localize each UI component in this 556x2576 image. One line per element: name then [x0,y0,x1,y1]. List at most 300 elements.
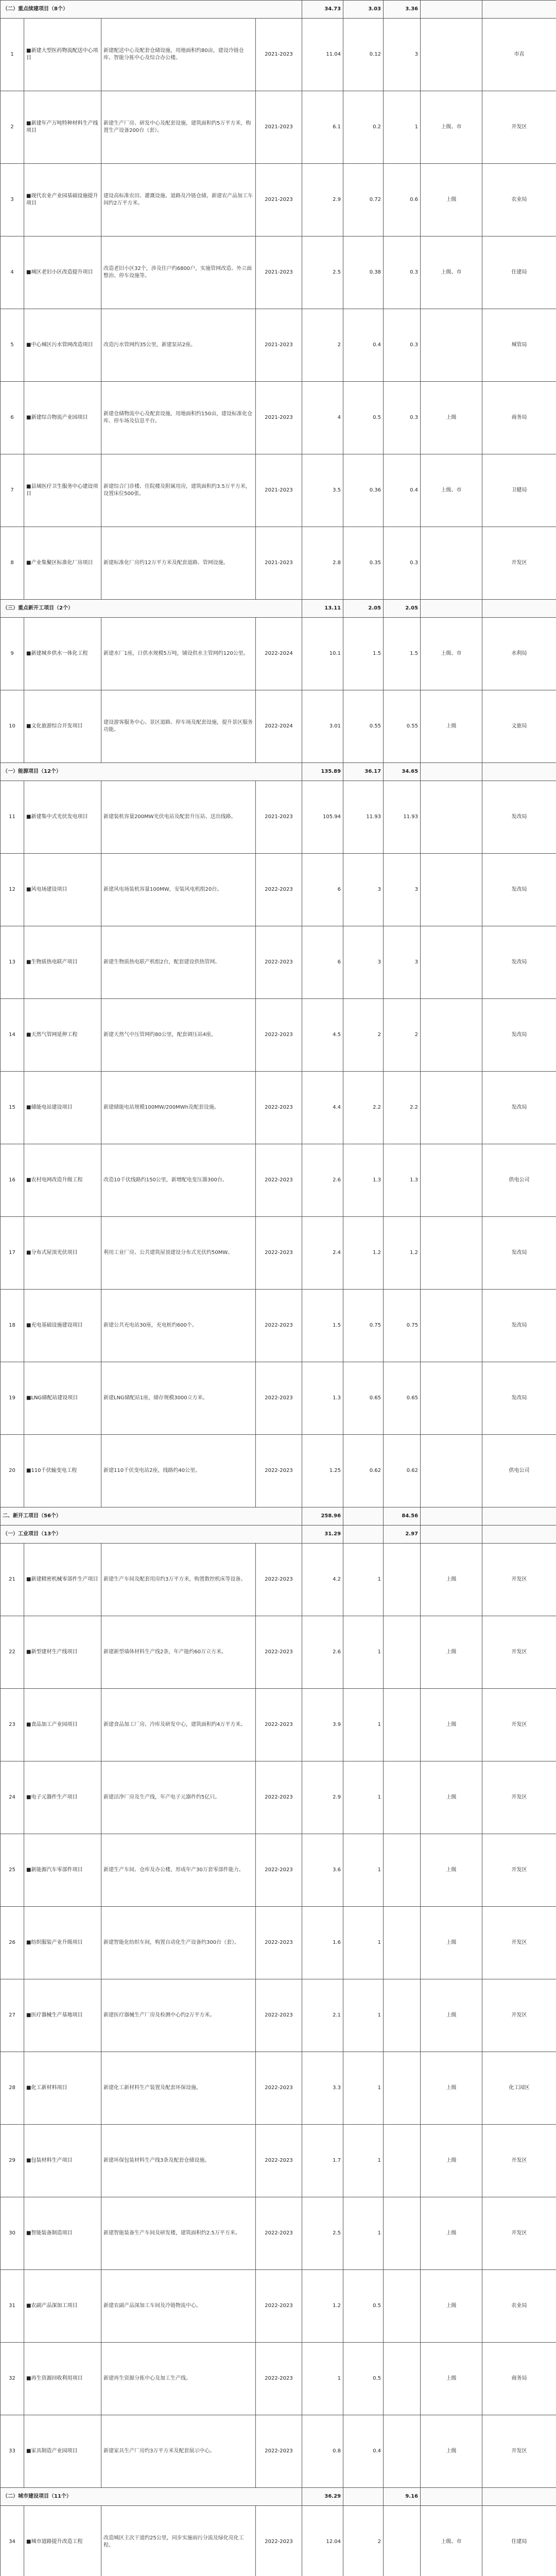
construction-period: 2022-2023 [256,1544,302,1616]
construction-period: 2022-2023 [256,2052,302,2125]
responsible-unit: 化工园区 [482,2052,556,2125]
table-row [1,2415,556,2488]
responsible-unit: 水利局 [482,618,556,690]
table-row [1,164,556,236]
total-investment: 6 [302,926,343,999]
project-content: 利用工业厂房、公共建筑屋顶建设分布式光伏约50MW。 [101,1217,256,1290]
construction-period: 2021-2023 [256,454,302,527]
annual-investment: 1 [343,1544,384,1616]
row-number: 20 [1,1435,24,1507]
funding-source: 上级 [421,2415,482,2488]
empty-cell [421,763,482,781]
total-investment: 1.7 [302,2125,343,2197]
table-row [1,1689,556,1761]
responsible-unit: 开发区 [482,1761,556,1834]
total-investment: 2.1 [302,1979,343,2052]
total-investment: 12.04 [302,2506,343,2576]
funding-source: 上级 [421,1544,482,1616]
construction-period: 2021-2023 [256,382,302,454]
table-row [1,1362,556,1435]
annual-investment: 2.2 [343,1072,384,1144]
funding-source: 上级 [421,1834,482,1907]
project-name: ■生物质热电联产项目 [24,926,101,999]
construction-period: 2022-2023 [256,1761,302,1834]
completed-investment: 3 [384,19,421,91]
total-investment: 2.5 [302,2197,343,2270]
table-body [1,1,556,2576]
total-investment: 1.3 [302,1362,343,1435]
empty-cell [482,763,556,781]
project-name: ■农副产品深加工项目 [24,2270,101,2343]
completed-investment: 0.75 [384,1290,421,1362]
construction-period: 2022-2023 [256,1290,302,1362]
table-row [1,1979,556,2052]
completed-investment [384,2125,421,2197]
completed-investment [384,2270,421,2343]
total-investment: 2.6 [302,1616,343,1689]
annual-investment: 3 [343,854,384,926]
empty-cell [482,1507,556,1526]
section-annual [343,1526,384,1544]
funding-source [421,1290,482,1362]
project-name: ■分布式屋顶光伏项目 [24,1217,101,1290]
row-number: 29 [1,2125,24,2197]
construction-period: 2021-2023 [256,91,302,164]
completed-investment: 0.62 [384,1435,421,1507]
responsible-unit: 开发区 [482,1979,556,2052]
construction-period: 2022-2023 [256,1362,302,1435]
completed-investment: 1 [384,91,421,164]
annual-investment: 1 [343,1979,384,2052]
row-number: 5 [1,309,24,382]
project-content: 新建农副产品深加工车间及冷链物流中心。 [101,2270,256,2343]
funding-source: 上级 [421,1979,482,2052]
responsible-unit: 开发区 [482,91,556,164]
project-content: 新建生产车间及配套用房约3万平方米，购置数控机床等设备。 [101,1544,256,1616]
total-investment: 2.5 [302,236,343,309]
project-content: 新建110千伏变电站2座，线路约40公里。 [101,1435,256,1507]
annual-investment: 0.55 [343,690,384,763]
row-number: 8 [1,527,24,600]
responsible-unit: 农业局 [482,164,556,236]
project-name: ■县域医疗卫生服务中心建设项目 [24,454,101,527]
table-row [1,690,556,763]
completed-investment: 0.3 [384,309,421,382]
project-content: 新建环保包装材料生产线3条及配套仓储设施。 [101,2125,256,2197]
section-title: （一）能源项目（12个） [1,763,302,781]
table-row [1,2052,556,2125]
project-content: 新建智能装备生产车间及研发楼，建筑面积约2.5万平方米。 [101,2197,256,2270]
completed-investment [384,1907,421,1979]
completed-investment [384,1834,421,1907]
responsible-unit: 发改局 [482,1290,556,1362]
project-name: ■纺织服装产业升级项目 [24,1907,101,1979]
project-content: 新建天然气中压管网约80公里，配套调压站4座。 [101,999,256,1072]
row-number: 12 [1,854,24,926]
project-content: 新建家具生产厂房约3万平方米及配套展示中心。 [101,2415,256,2488]
funding-source: 上级 [421,690,482,763]
funding-source [421,854,482,926]
section-title: （三）重点新开工项目（2个） [1,600,302,618]
row-number: 9 [1,618,24,690]
project-content: 新建储能电站规模100MW/200MWh及配套设施。 [101,1072,256,1144]
responsible-unit: 开发区 [482,1907,556,1979]
table-row [1,2197,556,2270]
construction-period: 2022-2023 [256,926,302,999]
annual-investment: 1 [343,2197,384,2270]
completed-investment [384,1979,421,2052]
completed-investment: 3 [384,926,421,999]
project-name: ■智能装备制造项目 [24,2197,101,2270]
annual-investment: 1 [343,2052,384,2125]
total-investment: 4.4 [302,1072,343,1144]
responsible-unit: 市直 [482,19,556,91]
table-row [1,1544,556,1616]
section-extra: 2.05 [384,600,421,618]
construction-period: 2022-2023 [256,1907,302,1979]
table-row [1,2125,556,2197]
project-content: 新建标准化厂房约12万平方米及配套道路、管网设施。 [101,527,256,600]
completed-investment [384,1689,421,1761]
annual-investment: 0.65 [343,1362,384,1435]
total-investment: 4.2 [302,1544,343,1616]
total-investment: 1.2 [302,2270,343,2343]
project-content: 新建风电场装机容量100MW，安装风电机组20台。 [101,854,256,926]
table-row [1,2506,556,2576]
project-name: ■城市道路提升改造工程 [24,2506,101,2576]
responsible-unit: 住建局 [482,236,556,309]
construction-period: 2022-2023 [256,2343,302,2415]
section-extra: 34.65 [384,763,421,781]
completed-investment: 2 [384,999,421,1072]
empty-cell [421,1507,482,1526]
total-investment: 2.9 [302,164,343,236]
row-number: 24 [1,1761,24,1834]
construction-period: 2021-2023 [256,236,302,309]
total-investment: 2.9 [302,1761,343,1834]
total-investment: 3.9 [302,1689,343,1761]
funding-source: 上级 [421,1616,482,1689]
empty-cell [482,600,556,618]
row-number: 10 [1,690,24,763]
empty-cell [421,1,482,19]
annual-investment: 0.5 [343,2270,384,2343]
section-title: （一）工业项目（13个） [1,1526,302,1544]
annual-investment: 0.35 [343,527,384,600]
project-content: 新建生产车间、仓库及办公楼，形成年产30万套零部件能力。 [101,1834,256,1907]
responsible-unit: 发改局 [482,1362,556,1435]
construction-period: 2022-2023 [256,1435,302,1507]
responsible-unit: 供电公司 [482,1435,556,1507]
row-number: 18 [1,1290,24,1362]
completed-investment [384,2506,421,2576]
total-investment: 3.5 [302,454,343,527]
section-header-row [1,1,556,19]
construction-period: 2022-2023 [256,999,302,1072]
project-name: ■风电场建设项目 [24,854,101,926]
project-name: ■新建大型医药物流配送中心项目 [24,19,101,91]
project-name: ■中心城区污水管网改造项目 [24,309,101,382]
annual-investment: 1.2 [343,1217,384,1290]
row-number: 27 [1,1979,24,2052]
funding-source [421,999,482,1072]
annual-investment: 1 [343,1834,384,1907]
section-annual [343,2488,384,2506]
section-title: （二）城市建设项目（11个） [1,2488,302,2506]
row-number: 3 [1,164,24,236]
total-investment: 6 [302,854,343,926]
project-content: 新建仓储物流中心及配套设施，用地面积约150亩，建设标准化仓库、停车场及信息平台。 [101,382,256,454]
table-row [1,19,556,91]
table-row [1,1761,556,1834]
funding-source: 上级 [421,1907,482,1979]
empty-cell [421,1526,482,1544]
responsible-unit: 开发区 [482,1689,556,1761]
construction-period: 2022-2023 [256,1144,302,1217]
project-name: ■医疗器械生产基地项目 [24,1979,101,2052]
funding-source: 上级、市 [421,2506,482,2576]
project-name: ■天然气管网延伸工程 [24,999,101,1072]
row-number: 30 [1,2197,24,2270]
table-row [1,781,556,854]
annual-investment: 1.3 [343,1144,384,1217]
completed-investment: 0.4 [384,454,421,527]
funding-source [421,527,482,600]
project-name: ■新能源汽车零部件项目 [24,1834,101,1907]
funding-source [421,1072,482,1144]
annual-investment: 1.5 [343,618,384,690]
project-content: 建设游客服务中心、景区道路、停车场及配套设施，提升景区服务功能。 [101,690,256,763]
project-content: 新建医疗器械生产厂房及检测中心约2万平方米。 [101,1979,256,2052]
construction-period: 2022-2023 [256,2506,302,2576]
completed-investment: 0.3 [384,382,421,454]
funding-source [421,19,482,91]
section-annual: 36.17 [343,763,384,781]
completed-investment: 11.93 [384,781,421,854]
total-investment: 1.25 [302,1435,343,1507]
row-number: 16 [1,1144,24,1217]
funding-source [421,1362,482,1435]
annual-investment: 1 [343,1616,384,1689]
construction-period: 2021-2023 [256,527,302,600]
table-row [1,454,556,527]
responsible-unit: 供电公司 [482,1144,556,1217]
construction-period: 2021-2023 [256,309,302,382]
project-content: 新建综合门诊楼、住院楼及附属用房，建筑面积约3.5万平方米，设置床位500张。 [101,454,256,527]
project-content: 改造污水管网约35公里，新建泵站2座。 [101,309,256,382]
project-content: 新建水厂1座，日供水规模5万吨，铺设供水主管网约120公里。 [101,618,256,690]
responsible-unit: 发改局 [482,854,556,926]
project-content: 新建公共充电站30座，充电桩约600个。 [101,1290,256,1362]
funding-source: 上级、市 [421,618,482,690]
completed-investment [384,1616,421,1689]
completed-investment [384,1761,421,1834]
section-title: 二、新开工项目（56个） [1,1507,302,1526]
section-header-row [1,1526,556,1544]
funding-source: 上级、市 [421,236,482,309]
funding-source [421,309,482,382]
project-name: ■电子元器件生产项目 [24,1761,101,1834]
total-investment: 1 [302,2343,343,2415]
construction-period: 2022-2023 [256,1616,302,1689]
project-name: ■再生资源回收利用项目 [24,2343,101,2415]
table-row [1,1435,556,1507]
funding-source [421,926,482,999]
row-number: 4 [1,236,24,309]
construction-period: 2022-2023 [256,1072,302,1144]
total-investment: 4.5 [302,999,343,1072]
construction-period: 2022-2024 [256,618,302,690]
project-content: 新建新型墙体材料生产线2条，年产能约60万立方米。 [101,1616,256,1689]
project-name: ■食品加工产业园项目 [24,1689,101,1761]
responsible-unit: 开发区 [482,2197,556,2270]
construction-period: 2022-2023 [256,2197,302,2270]
row-number: 13 [1,926,24,999]
section-total: 13.11 [302,600,343,618]
project-content: 建设高标准农田、灌溉设施、道路及冷链仓储，新建农产品加工车间约2万平方米。 [101,164,256,236]
total-investment: 2 [302,309,343,382]
row-number: 33 [1,2415,24,2488]
completed-investment: 0.65 [384,1362,421,1435]
funding-source: 上级 [421,2343,482,2415]
table-row [1,2343,556,2415]
section-annual: 3.03 [343,1,384,19]
project-content: 新建LNG储配站1座，储存规模3000立方米。 [101,1362,256,1435]
project-name: ■现代农业产业园基础设施提升项目 [24,164,101,236]
project-name: ■农村电网改造升级工程 [24,1144,101,1217]
total-investment: 3.6 [302,1834,343,1907]
section-header-row [1,600,556,618]
total-investment: 0.8 [302,2415,343,2488]
table-row [1,236,556,309]
funding-source: 上级 [421,382,482,454]
section-header-row [1,763,556,781]
responsible-unit: 开发区 [482,2125,556,2197]
table-row [1,527,556,600]
responsible-unit: 发改局 [482,1217,556,1290]
project-name: ■城区老旧小区改造提升项目 [24,236,101,309]
responsible-unit: 开发区 [482,1834,556,1907]
row-number: 15 [1,1072,24,1144]
responsible-unit: 发改局 [482,781,556,854]
construction-period: 2021-2023 [256,19,302,91]
annual-investment: 2 [343,2506,384,2576]
project-content: 新建装机容量200MW光伏电站及配套升压站、送出线路。 [101,781,256,854]
project-content: 新建生物质热电联产机组2台，配套建设供热管网。 [101,926,256,999]
table-row [1,309,556,382]
construction-period: 2021-2023 [256,781,302,854]
project-name: ■110千伏输变电工程 [24,1435,101,1507]
table-row [1,618,556,690]
section-total: 258.96 [302,1507,343,1526]
row-number: 25 [1,1834,24,1907]
row-number: 7 [1,454,24,527]
construction-period: 2021-2023 [256,164,302,236]
project-content: 新建配送中心及配套仓储设施，用地面积约80亩，建设冷链仓库、智能分拣中心及综合办公楼。 [101,19,256,91]
project-content: 改造城区主次干道约25公里，同步实施雨污分流及绿化亮化工程。 [101,2506,256,2576]
row-number: 14 [1,999,24,1072]
completed-investment: 0.3 [384,527,421,600]
completed-investment [384,1544,421,1616]
annual-investment: 0.72 [343,164,384,236]
responsible-unit: 住建局 [482,2506,556,2576]
row-number: 31 [1,2270,24,2343]
table-row [1,382,556,454]
table-row [1,999,556,1072]
annual-investment: 0.12 [343,19,384,91]
table-row [1,926,556,999]
table-row [1,1217,556,1290]
empty-cell [482,1,556,19]
project-content: 新建食品加工厂房、冷库及研发中心，建筑面积约4万平方米。 [101,1689,256,1761]
project-name: ■新型建材生产线项目 [24,1616,101,1689]
completed-investment: 0.55 [384,690,421,763]
section-extra: 84.56 [384,1507,421,1526]
responsible-unit: 发改局 [482,999,556,1072]
annual-investment: 0.2 [343,91,384,164]
project-content: 新建再生资源分拣中心及加工生产线。 [101,2343,256,2415]
completed-investment: 1.5 [384,618,421,690]
section-total: 31.29 [302,1526,343,1544]
responsible-unit: 发改局 [482,926,556,999]
total-investment: 4 [302,382,343,454]
project-name: ■新建综合物流产业园项目 [24,382,101,454]
annual-investment: 0.75 [343,1290,384,1362]
completed-investment: 0.6 [384,164,421,236]
funding-source: 上级 [421,2125,482,2197]
annual-investment: 1 [343,1761,384,1834]
table-row [1,1290,556,1362]
funding-source: 上级 [421,2197,482,2270]
section-annual: 2.05 [343,600,384,618]
total-investment: 2.6 [302,1144,343,1217]
section-extra: 2.97 [384,1526,421,1544]
responsible-unit: 农业局 [482,2270,556,2343]
empty-cell [421,2488,482,2506]
construction-period: 2022-2023 [256,1834,302,1907]
responsible-unit: 开发区 [482,1544,556,1616]
completed-investment: 0.3 [384,236,421,309]
project-name: ■家具制造产业园项目 [24,2415,101,2488]
project-content: 新建生产厂房、研发中心及配套设施，建筑面积约5万平方米，购置生产设备200台（套）。 [101,91,256,164]
completed-investment: 2.2 [384,1072,421,1144]
row-number: 11 [1,781,24,854]
responsible-unit: 开发区 [482,527,556,600]
section-total: 34.73 [302,1,343,19]
annual-investment: 0.38 [343,236,384,309]
project-content: 改造老旧小区32个，涉及住户约6800户，实施管网改造、外立面整治、停车设施等。 [101,236,256,309]
annual-investment: 0.4 [343,2415,384,2488]
completed-investment [384,2052,421,2125]
funding-source: 上级 [421,1689,482,1761]
project-name: ■产业集聚区标准化厂房项目 [24,527,101,600]
project-name: ■充电基础设施建设项目 [24,1290,101,1362]
row-number: 34 [1,2506,24,2576]
annual-investment: 1 [343,2125,384,2197]
row-number: 22 [1,1616,24,1689]
funding-source: 上级 [421,2270,482,2343]
annual-investment: 2 [343,999,384,1072]
responsible-unit: 开发区 [482,2415,556,2488]
empty-cell [482,1526,556,1544]
project-name: ■新建集中式光伏发电项目 [24,781,101,854]
row-number: 6 [1,382,24,454]
row-number: 21 [1,1544,24,1616]
project-content: 新建智能化纺织车间，购置自动化生产设备约300台（套）。 [101,1907,256,1979]
project-name: ■储能电站建设项目 [24,1072,101,1144]
construction-period: 2022-2023 [256,854,302,926]
funding-source: 上级 [421,164,482,236]
